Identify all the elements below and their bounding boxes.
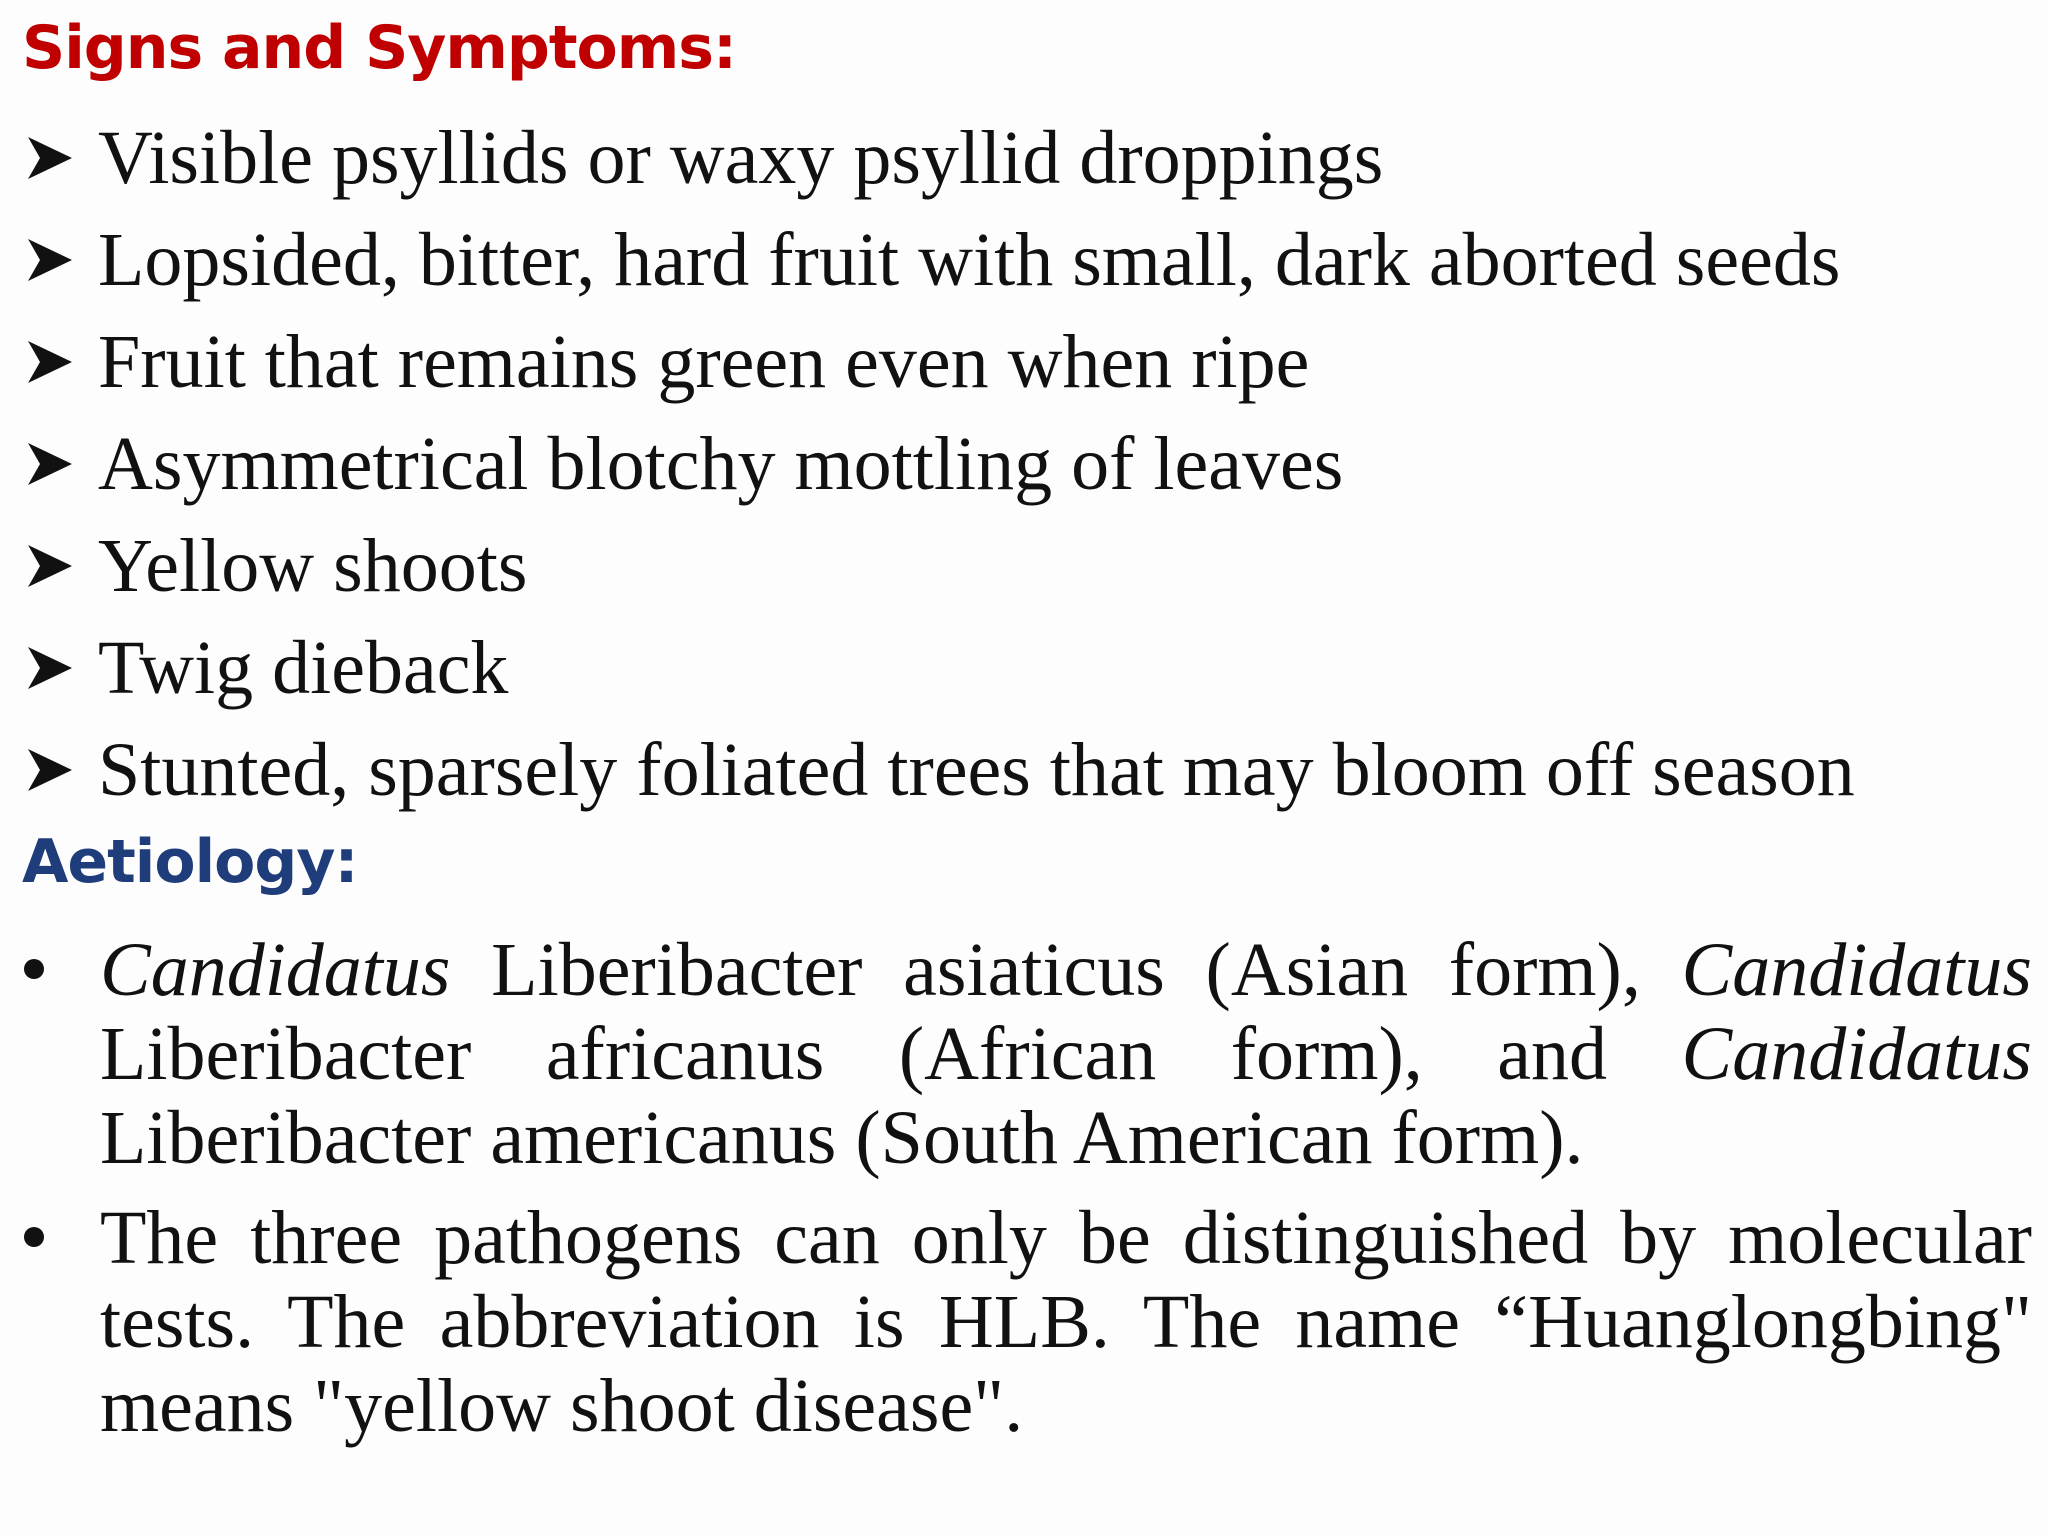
arrow-bullet-icon xyxy=(26,135,74,181)
arrow-bullet-icon xyxy=(26,441,74,487)
genus-italic: Candidatus xyxy=(100,928,451,1012)
list-item xyxy=(26,107,1855,209)
arrow-bullet-icon xyxy=(26,543,74,589)
arrow-bullet-icon xyxy=(26,339,74,385)
sign-text: Fruit that remains green even when ripe xyxy=(98,320,1310,404)
list-item xyxy=(26,515,1855,617)
list-item xyxy=(26,209,1855,311)
sign-text: Yellow shoots xyxy=(98,524,528,608)
genus-italic: Candidatus xyxy=(1681,928,2032,1012)
arrow-bullet-icon xyxy=(26,237,74,283)
sign-text: Asymmetrical blotchy mottling of leaves xyxy=(98,422,1344,506)
pathogen-text: Liberibacter asiaticus (Asian form), xyxy=(450,928,1682,1012)
list-item xyxy=(26,617,1855,719)
bullet-dot-icon xyxy=(24,1227,44,1247)
arrow-bullet-icon xyxy=(26,747,74,793)
sign-text: Lopsided, bitter, hard fruit with small, dark aborted seeds xyxy=(98,218,1841,302)
pathogen-text: Liberibacter americanus (South American form). xyxy=(100,1096,1584,1180)
list-item xyxy=(26,719,1855,821)
signs-heading: Signs and Symptoms: xyxy=(22,13,737,83)
sign-text: Stunted, sparsely foliated trees that may bloom off season xyxy=(98,728,1855,812)
signs-list xyxy=(26,107,1855,821)
list-item xyxy=(26,413,1855,515)
sign-text: Visible psyllids or waxy psyllid droppings xyxy=(98,116,1384,200)
pathogen-text: Liberibacter africanus (African form), and xyxy=(100,1012,1682,1096)
aetiology-heading: Aetiology: xyxy=(22,827,358,897)
aetiology-bullet-pathogens xyxy=(22,928,2032,1180)
bullet-dot-icon xyxy=(24,959,44,979)
aetiology-bullet-hlb xyxy=(22,1196,2032,1448)
aetiology-list xyxy=(22,928,2032,1448)
sign-text: Twig dieback xyxy=(98,626,509,710)
genus-italic: Candidatus xyxy=(1681,1012,2032,1096)
arrow-bullet-icon xyxy=(26,645,74,691)
list-item xyxy=(26,311,1855,413)
hlb-text: The three pathogens can only be distinguished by molecular tests. The abbreviation is HLB. The name “Huanglongbing" means "yellow shoot disease". xyxy=(100,1196,2032,1448)
